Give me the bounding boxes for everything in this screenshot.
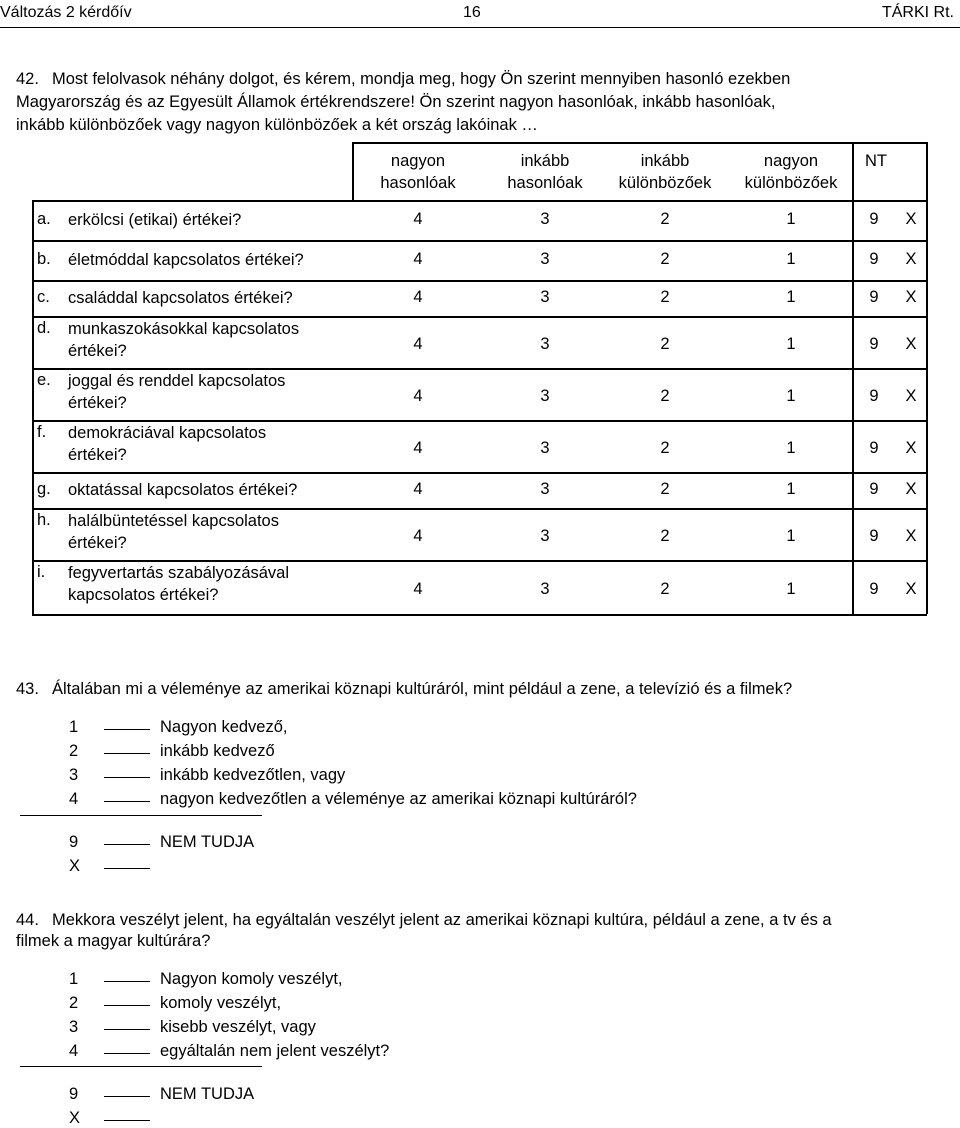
question-text-line: Most felolvasok néhány dolgot, és kérem, mondja meg, hogy Ön szerint mennyiben hasonló ezekben [52, 70, 791, 88]
question-44-number: 44. [16, 911, 39, 929]
option-label: nagyon kedvezőtlen a véleménye az amerikai köznapi kultúráról? [160, 790, 637, 808]
option-code: X [69, 857, 81, 875]
answer-code[interactable]: X [905, 210, 917, 228]
dash-line [104, 1053, 150, 1054]
row-letter: e. [37, 371, 51, 389]
header-divider [0, 27, 960, 28]
option-code: 4 [69, 1042, 79, 1060]
option-label: egyáltalán nem jelent veszélyt? [160, 1042, 390, 1060]
answer-code[interactable]: 2 [660, 288, 670, 306]
answer-code[interactable]: 3 [540, 210, 550, 228]
option-code: 1 [69, 718, 79, 736]
answer-code[interactable]: 2 [660, 480, 670, 498]
dash-line [104, 844, 150, 845]
column-header-line: különbözőek [744, 174, 838, 192]
answer-code[interactable]: 3 [540, 387, 550, 405]
answer-code[interactable]: 3 [540, 335, 550, 353]
dash-line [104, 1005, 150, 1006]
dash-line [104, 777, 150, 778]
grid-line [32, 200, 34, 614]
header-organization: TÁRKI Rt. [881, 4, 954, 21]
row-letter: a. [37, 210, 51, 228]
separator-line [20, 1066, 262, 1067]
dash-line [104, 753, 150, 754]
row-label [68, 370, 285, 414]
answer-code[interactable]: 9 [869, 580, 879, 598]
grid-line [926, 142, 928, 614]
answer-code[interactable]: 2 [660, 580, 670, 598]
question-44-text-line: Mekkora veszélyt jelent, ha egyáltalán veszélyt jelent az amerikai köznapi kultúra, például a zene, a tv és a [52, 911, 832, 929]
question-text-line: Magyarország és az Egyesült Államok értékrendszere! Ön szerint nagyon hasonlóak, inkább hasonlóak, [16, 93, 776, 111]
column-header [356, 150, 480, 194]
dash-line [104, 981, 150, 982]
option-label: inkább kedvező [160, 742, 275, 760]
row-label [68, 479, 297, 501]
grid-line [32, 200, 927, 202]
dash-line [104, 801, 150, 802]
column-header-line: hasonlóak [380, 174, 456, 192]
row-label-line: értékei? [68, 394, 127, 412]
option-label: kisebb veszélyt, vagy [160, 1018, 316, 1036]
column-header-line: inkább [520, 152, 570, 170]
option-code: 9 [69, 833, 79, 851]
row-letter: h. [37, 511, 51, 529]
row-label [68, 249, 304, 271]
row-letter: b. [37, 250, 51, 268]
column-header [603, 150, 727, 194]
question-43-number: 43. [16, 680, 39, 698]
answer-code[interactable]: 9 [869, 439, 879, 457]
answer-code[interactable]: 9 [869, 480, 879, 498]
option-label: Nagyon kedvező, [160, 718, 288, 736]
answer-code[interactable]: 1 [786, 210, 796, 228]
row-label-line: demokráciával kapcsolatos [68, 424, 267, 442]
grid-line [32, 614, 927, 616]
grid-line [352, 142, 926, 144]
row-label-line: családdal kapcsolatos értékei? [68, 289, 293, 307]
answer-code[interactable]: X [905, 580, 917, 598]
option-label: komoly veszélyt, [160, 994, 282, 1012]
answer-code[interactable]: 1 [786, 335, 796, 353]
answer-code[interactable]: 3 [540, 580, 550, 598]
answer-code[interactable]: 1 [786, 480, 796, 498]
answer-code[interactable]: X [905, 439, 917, 457]
option-label: Nagyon komoly veszélyt, [160, 970, 343, 988]
answer-code[interactable]: X [905, 387, 917, 405]
column-header-line: inkább [640, 152, 690, 170]
grid-line [352, 142, 354, 200]
answer-code[interactable]: 1 [786, 439, 796, 457]
answer-code[interactable]: X [905, 480, 917, 498]
answer-code[interactable]: 9 [869, 527, 879, 545]
row-label-line: halálbüntetéssel kapcsolatos [68, 512, 279, 530]
row-label-line: joggal és renddel kapcsolatos [68, 372, 286, 390]
question-number: 42. [16, 70, 39, 88]
row-label [68, 510, 279, 554]
row-label-line: oktatással kapcsolatos értékei? [68, 481, 298, 499]
option-code: 9 [69, 1085, 79, 1103]
option-code: 1 [69, 970, 79, 988]
option-code: 3 [69, 766, 79, 784]
answer-code[interactable]: 1 [786, 387, 796, 405]
column-header-line: nagyon [390, 152, 446, 170]
row-label [68, 318, 299, 362]
answer-code[interactable]: 4 [413, 527, 423, 545]
row-letter: i. [37, 563, 46, 581]
answer-code[interactable]: 1 [786, 288, 796, 306]
answer-code[interactable]: 2 [660, 527, 670, 545]
grid-line [32, 472, 927, 474]
answer-code[interactable]: 1 [786, 527, 796, 545]
page-header [0, 4, 960, 26]
dash-line [104, 868, 150, 869]
answer-code[interactable]: X [905, 250, 917, 268]
row-letter: d. [37, 319, 51, 337]
answer-code[interactable]: 3 [540, 527, 550, 545]
option-code: 3 [69, 1018, 79, 1036]
answer-code[interactable]: 2 [660, 250, 670, 268]
answer-code[interactable]: 2 [660, 439, 670, 457]
row-label [68, 562, 289, 606]
answer-code[interactable]: 4 [413, 580, 423, 598]
row-label [68, 209, 241, 231]
answer-code[interactable]: 3 [540, 288, 550, 306]
grid-line [32, 280, 927, 282]
column-header [483, 150, 607, 194]
grid-line [32, 240, 927, 242]
answer-code[interactable]: 9 [869, 387, 879, 405]
answer-code[interactable]: 4 [413, 387, 423, 405]
answer-code[interactable]: 2 [660, 210, 670, 228]
answer-code[interactable]: 2 [660, 387, 670, 405]
row-label-line: életmóddal kapcsolatos értékei? [68, 251, 304, 269]
option-code: X [69, 1109, 81, 1127]
answer-code[interactable]: 3 [540, 480, 550, 498]
header-page-number: 16 [463, 4, 481, 21]
answer-code[interactable]: 9 [869, 210, 879, 228]
dash-line [104, 1029, 150, 1030]
separator-line [20, 815, 262, 816]
question-43-text: Általában mi a véleménye az amerikai köznapi kultúráról, mint például a zene, a televízió és a filmek? [52, 680, 793, 698]
row-label-line: értékei? [68, 342, 127, 360]
option-label: NEM TUDJA [160, 833, 255, 851]
row-label-line: értékei? [68, 446, 127, 464]
option-code: 2 [69, 742, 79, 760]
answer-code[interactable]: 9 [869, 335, 879, 353]
answer-code[interactable]: 4 [413, 335, 423, 353]
answer-code[interactable]: X [905, 288, 917, 306]
answer-code[interactable]: 9 [869, 250, 879, 268]
column-header-line: nagyon [763, 152, 819, 170]
answer-code[interactable]: 4 [413, 480, 423, 498]
answer-code[interactable]: 1 [786, 580, 796, 598]
answer-code[interactable]: 4 [413, 439, 423, 457]
option-code: 2 [69, 994, 79, 1012]
question-44-text-line: filmek a magyar kultúrára? [16, 932, 211, 950]
answer-code[interactable]: 2 [660, 335, 670, 353]
row-label-line: fegyvertartás szabályozásával [68, 564, 290, 582]
dash-line [104, 729, 150, 730]
answer-code[interactable]: 9 [869, 288, 879, 306]
dash-line [104, 1096, 150, 1097]
row-label [68, 422, 266, 466]
answer-code[interactable]: X [905, 335, 917, 353]
row-letter: c. [37, 288, 50, 306]
row-label [68, 287, 293, 309]
grid-line [852, 142, 854, 614]
answer-code[interactable]: 3 [540, 250, 550, 268]
row-label-line: értékei? [68, 534, 127, 552]
column-header [729, 150, 853, 194]
row-label-line: erkölcsi (etikai) értékei? [68, 211, 242, 229]
row-letter: f. [37, 423, 47, 441]
option-label: inkább kedvezőtlen, vagy [160, 766, 346, 784]
row-label-line: kapcsolatos értékei? [68, 586, 219, 604]
answer-code[interactable]: 4 [413, 250, 423, 268]
answer-code[interactable]: 4 [413, 288, 423, 306]
question-text-line: inkább különbözőek vagy nagyon különbözőek a két ország lakóinak … [16, 116, 538, 134]
column-header-nt: NT [865, 152, 887, 170]
column-header-line: hasonlóak [507, 174, 583, 192]
column-header-line: különbözőek [618, 174, 712, 192]
option-label: NEM TUDJA [160, 1085, 255, 1103]
header-survey-title: Változás 2 kérdőív [0, 4, 132, 21]
option-code: 4 [69, 790, 79, 808]
row-label-line: munkaszokásokkal kapcsolatos [68, 320, 300, 338]
dash-line [104, 1120, 150, 1121]
answer-code[interactable]: 3 [540, 439, 550, 457]
row-letter: g. [37, 480, 51, 498]
answer-code[interactable]: 4 [413, 210, 423, 228]
answer-code[interactable]: X [905, 527, 917, 545]
answer-code[interactable]: 1 [786, 250, 796, 268]
